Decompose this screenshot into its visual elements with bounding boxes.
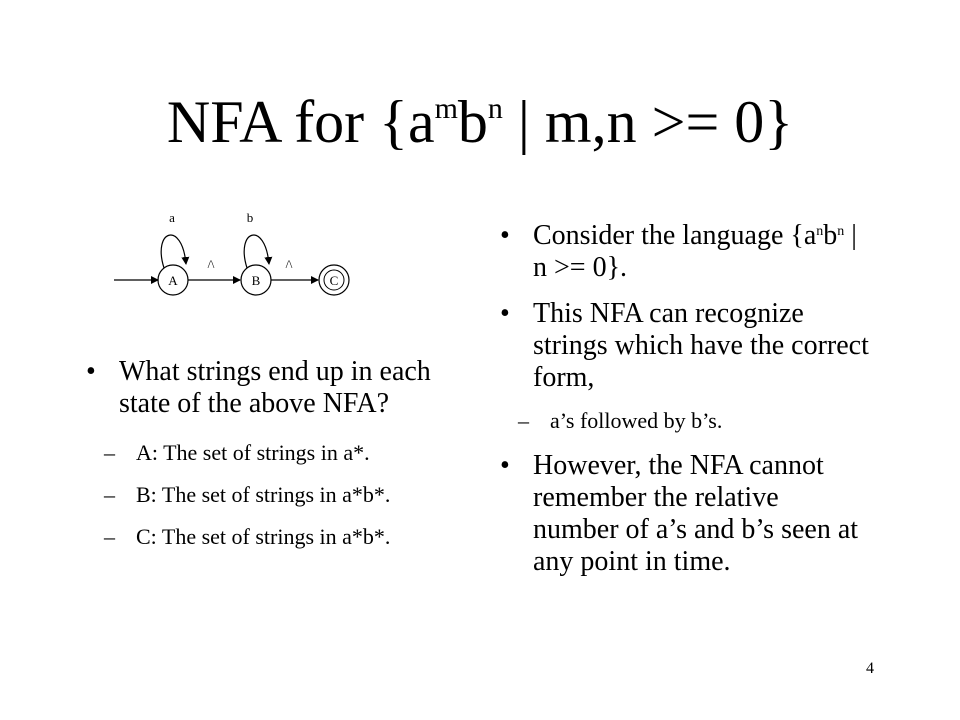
edge-label-a-b: /\ [207, 257, 215, 271]
right-bullet-remember: • However, the NFA cannot remember the relative number of a’s and b’s seen at any point in time. [500, 450, 870, 578]
left-sub-item-b: – B: The set of strings in a*b*. [104, 482, 391, 507]
nfa-diagram [100, 200, 360, 300]
loop-label-b: b [246, 210, 254, 225]
state-label-a: A [168, 273, 178, 288]
edge-label-b-c: /\ [285, 257, 293, 271]
loop-b [244, 235, 269, 268]
right-bullet-recognize: • This NFA can recognize strings which have the correct form, [500, 298, 870, 394]
left-bullet: • What strings end up in each state of the above NFA? [86, 356, 446, 420]
page-number: 4 [866, 660, 874, 677]
right-sub-item: – a’s followed by b’s. [518, 408, 723, 433]
right-bullet-language: • Consider the language {$a^nb^n$ | n >= 0}. [500, 220, 870, 284]
left-column [86, 356, 446, 566]
left-sub-item-c: – C: The set of strings in a*b*. [104, 524, 391, 549]
loop-label-a: a [169, 210, 175, 225]
loop-a [161, 235, 186, 268]
left-sub-item-a: – A: The set of strings in a*. [104, 440, 370, 465]
state-label-b: B [251, 273, 261, 288]
state-label-c: C [329, 273, 339, 288]
slide-title: NFA for {$a^mb^n$ | m,n >= 0} [166, 89, 794, 155]
right-column [500, 220, 870, 592]
